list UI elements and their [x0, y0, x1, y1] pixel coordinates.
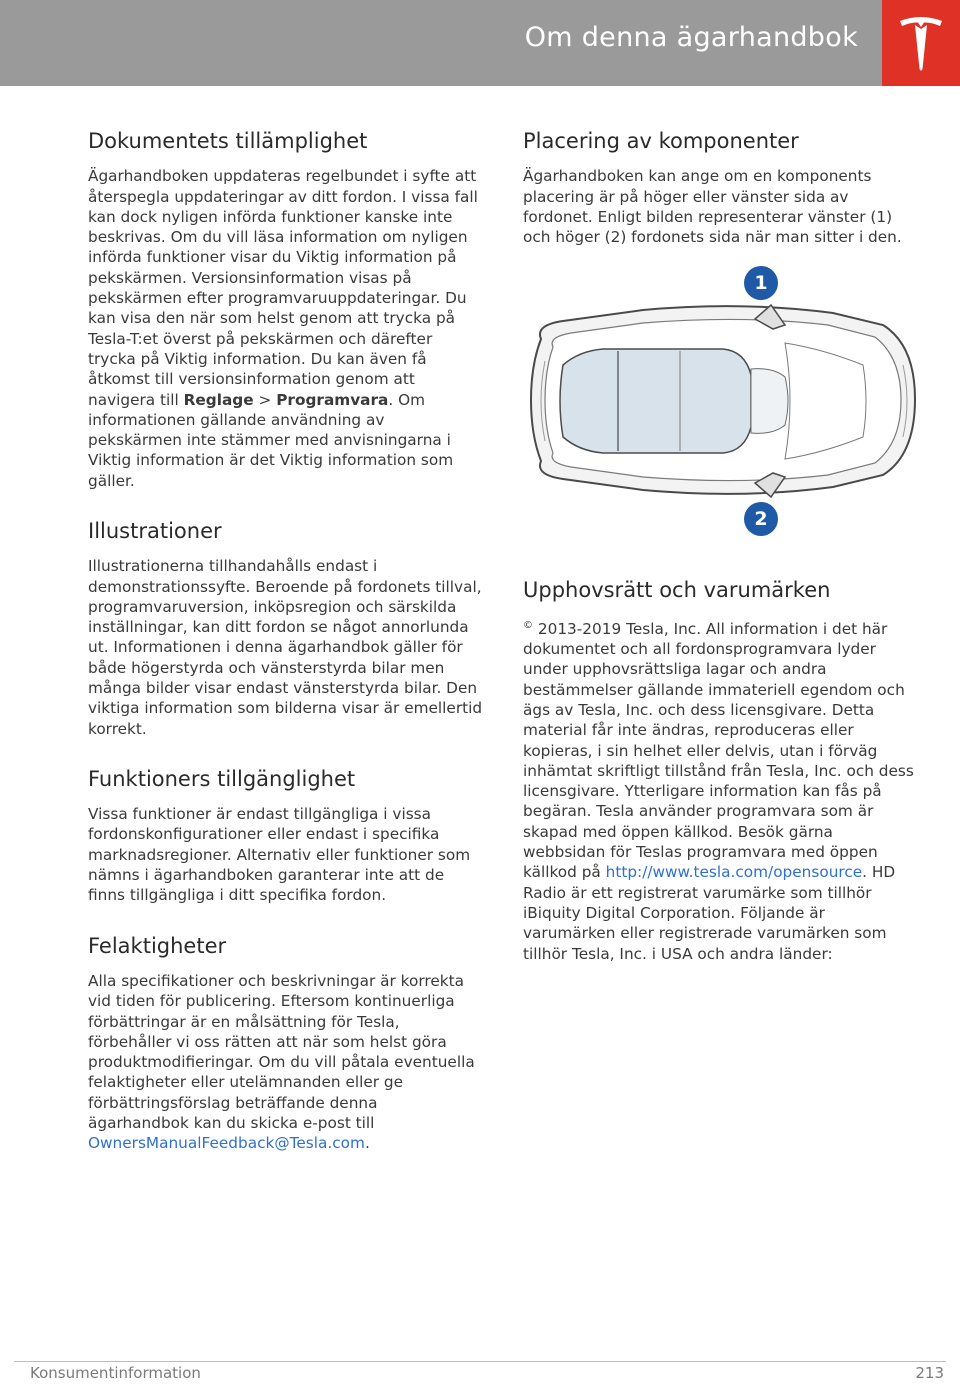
- section-heading: Illustrationer: [88, 519, 222, 543]
- menu-path-software: Programvara: [276, 390, 389, 409]
- section-heading: Upphovsrätt och varumärken: [523, 578, 831, 603]
- section-errors: [88, 933, 483, 1154]
- menu-path-separator: >: [253, 390, 277, 409]
- section-illustrations: [88, 518, 483, 739]
- footer-divider: [14, 1361, 946, 1362]
- page-title: Om denna ägarhandbok: [524, 22, 858, 53]
- opensource-link[interactable]: http://www.tesla.com/opensource: [605, 863, 863, 882]
- section-body: Ägarhandboken kan ange om en komponents placering är på höger eller vänster sida av fordonet. Enligt bilden representerar vänster (1) och höger (2) fordonets sida när man sitter i den.: [523, 167, 902, 247]
- car-top-view-illustration: [523, 265, 918, 541]
- body-text: 2013-2019 Tesla, Inc. All information i det här dokumentet och all fordonsprogramvara lyder under upphovsrättsliga lagar och andra bestämmelser gällande immateriell egendom och ägs av Tesla, Inc. och dess licensgivare. Detta material får inte ändras, reproduceras eller kopieras, i sin helhet eller delvis, utan i förväg inhämtat skriftligt tillstånd från Tesla, Inc. och dess licensgivare. Ytterligare information kan fås på begäran. Tesla använder programvara som är skapad med öppen källkod. Besök gärna webbsidan för Teslas programvara med öppen källkod på: [523, 619, 914, 882]
- logo-box: [882, 0, 960, 86]
- menu-path-controls: Reglage: [183, 390, 254, 409]
- body-text: Alla specifikationer och beskrivningar är korrekta vid tiden för publicering. Eftersom kontinuerliga förbättringar är en målsättning för Tesla, förbehåller vi oss rätten att när som helst göra produktmodifieringar. Om du vill påtala eventuella felaktigheter eller utelämnanden eller ge förbättringsförslag beträffande denna ägarhandbok kan du skicka e-post till: [88, 971, 475, 1132]
- callout-badge-1: 1: [744, 266, 778, 300]
- section-body: Vissa funktioner är endast tillgängliga i vissa fordonskonfigurationer eller endast i specifika marknadsregioner. Alternativ eller funktioner som nämns i ägarhandboken garanterar inte att de finns tillgängliga i ditt specifika fordon.: [88, 805, 471, 905]
- callout-badge-2: 2: [744, 502, 778, 536]
- body-text: .: [364, 1134, 370, 1153]
- page-header: [0, 0, 960, 86]
- body-text: . HD Radio är ett registrerat varumärke som tillhör iBiquity Digital Corporation. Följande är varumärken eller registrerade varumärken som tillhör Tesla, Inc. i USA och andra länder:: [523, 863, 896, 963]
- section-body: [523, 616, 918, 964]
- body-text: Ägarhandboken uppdateras regelbundet i syfte att återspegla uppdateringar av ditt fordon. I vissa fall kan dock nyligen införda funktioner kanske inte beskrivas. Om du vill läsa information om nyligen införda funktioner visar du Viktig information på pekskärmen. Versionsinformation visas på pekskärmen efter programvaruuppdateringar. Du kan visa den när som helst genom att trycka på Tesla-T:et överst på pekskärmen och därefter trycka på Viktig information. Du kan även få åtkomst till versionsinformation genom att navigera till: [88, 167, 478, 409]
- section-heading: Felaktigheter: [88, 933, 227, 958]
- section-copyright: [523, 577, 918, 963]
- section-heading: Funktioners tillgänglighet: [88, 766, 356, 791]
- section-body: [88, 971, 483, 1154]
- body-text: . Om informationen gällande användning av pekskärmen inte stämmer med anvisningarna i Viktig information är det Viktig information som gäller.: [88, 390, 454, 490]
- section-availability: [88, 766, 483, 906]
- left-column: [88, 128, 483, 1181]
- section-component-location: [523, 128, 918, 247]
- footer-chapter: Konsumentinformation: [30, 1364, 201, 1382]
- page-number: 213: [915, 1364, 944, 1382]
- tesla-logo-icon: [898, 15, 944, 71]
- section-heading: Placering av komponenter: [523, 129, 799, 153]
- car-top-view-figure: [523, 265, 918, 541]
- right-column: [523, 128, 918, 991]
- section-applicability: [88, 128, 483, 491]
- section-body: Illustrationerna tillhandahålls endast i demonstrationssyfte. Beroende på fordonets tillval, programvaruversion, inköpsregion och särskilda inställningar, kan ditt fordon se något annorlunda ut. Informationen i denna ägarhandbok gäller för både högerstyrda och vänsterstyrda bilar men många bilder visar endast vänsterstyrda bilar. Den viktiga information som bilderna visar är emellertid korrekt.: [88, 557, 483, 738]
- section-body: [88, 166, 483, 491]
- section-heading: Dokumentets tillämplighet: [88, 129, 368, 153]
- copyright-symbol: ©: [523, 619, 533, 631]
- feedback-email-link[interactable]: OwnersManualFeedback@Tesla.com: [88, 1134, 365, 1153]
